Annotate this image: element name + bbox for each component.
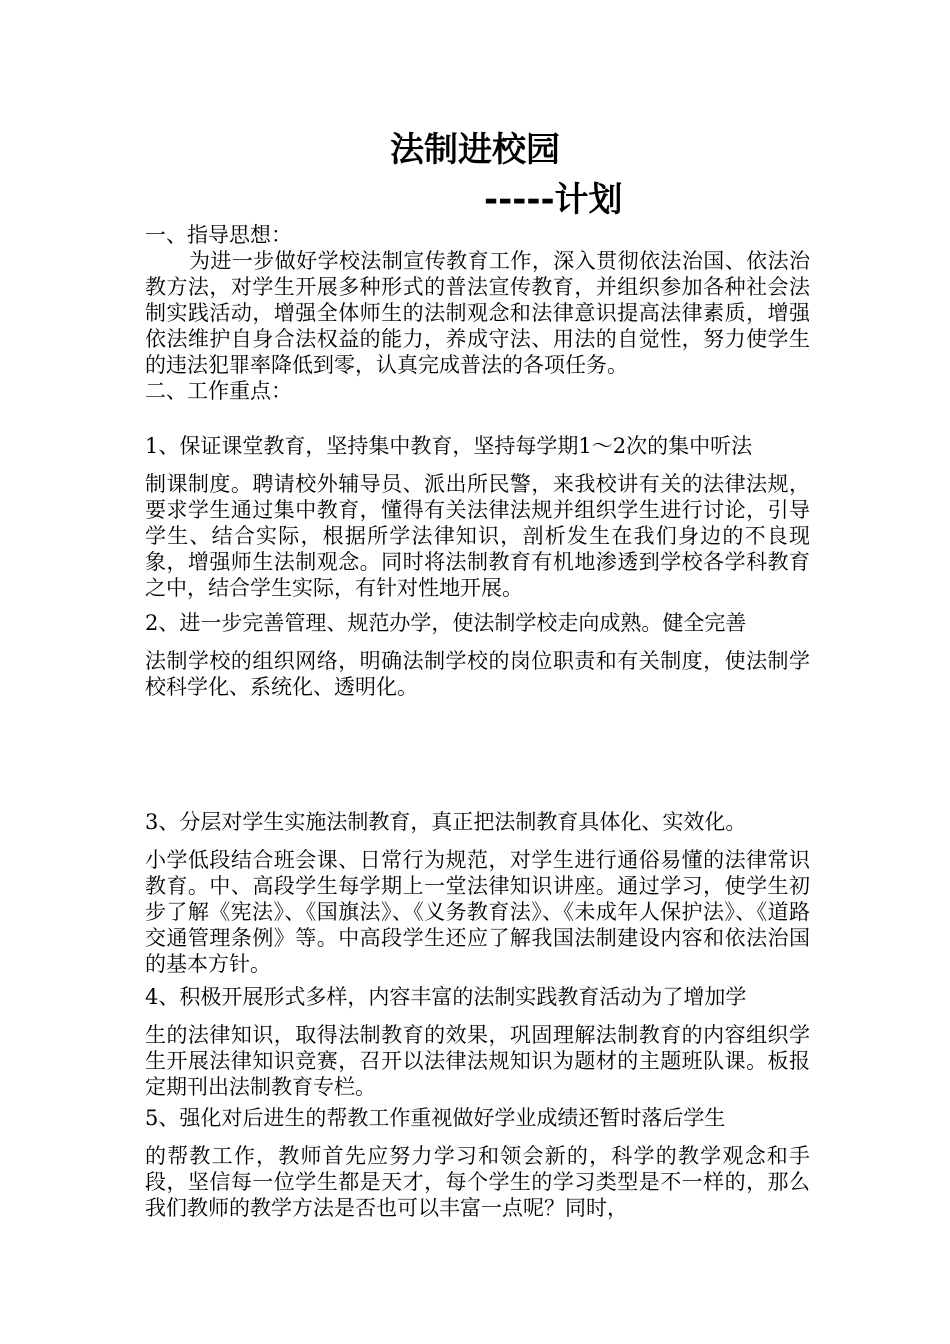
section1-heading: 一、指导思想： <box>145 223 292 247</box>
work-item-first-line: 4、积极开展形式多样，内容丰富的法制实践教育活动为了增加学 <box>145 985 747 1009</box>
section2-heading: 二、工作重点： <box>145 379 292 403</box>
work-item-1 <box>145 433 810 601</box>
document-title: 法制进校园 <box>390 130 560 170</box>
work-item-text: 的帮教工作，教师首先应努力学习和领会新的，科学的教学观念和手段，坚信每一位学生都是天才，每个学生的学习类型是不一样的，那么我们教师的教学方法是否也可以丰富一点呢？同时， <box>145 1144 810 1220</box>
work-item-4 <box>145 984 810 1100</box>
work-item-first-line: 2、进一步完善管理、规范办学，使法制学校走向成熟。健全完善 <box>145 611 747 635</box>
work-item-first-line: 3、分层对学生实施法制教育，真正把法制教育具体化、实效化。 <box>145 810 747 834</box>
work-item-2 <box>145 610 810 700</box>
work-item-3 <box>145 809 810 977</box>
work-item-text: 法制学校的组织网络，明确法制学校的岗位职责和有关制度，使法制学校科学化、系统化、透明化。 <box>145 649 810 699</box>
document-subtitle: -----计划 <box>484 180 623 220</box>
work-item-text: 生的法律知识，取得法制教育的效果，巩固理解法制教育的内容组织学生开展法律知识竞赛，召开以法律法规知识为题材的主题班队课。板报定期刊出法制教育专栏。 <box>145 1023 810 1099</box>
work-item-5 <box>145 1105 810 1221</box>
work-item-first-line: 1、保证课堂教育，坚持集中教育，坚持每学期1～2次的集中听法 <box>145 434 753 458</box>
work-item-first-line: 5、强化对后进生的帮教工作重视做好学业成绩还暂时落后学生 <box>145 1106 726 1130</box>
work-item-text: 小学低段结合班会课、日常行为规范，对学生进行通俗易懂的法律常识教育。中、高段学生每学期上一堂法律知识讲座。通过学习，使学生初步了解《宪法》、《国旗法》、《义务教育法》、《未成年人保护法》、《道路交通管理条例》等。中高段学生还应了解我国法制建设内容和依法治国的基本方针。 <box>145 848 810 976</box>
section1-block <box>145 222 810 404</box>
work-item-text: 制课制度。聘请校外辅导员、派出所民警，来我校讲有关的法律法规，要求学生通过集中教育，懂得有关法律法规并组织学生进行讨论，引导学生、结合实际，根据所学法律知识，剖析发生在我们身边的不良现象，增强师生法制观念。同时将法制教育有机地渗透到学校各学科教育之中，结合学生实际，有针对性地开展。 <box>145 472 810 600</box>
section1-paragraph: 为进一步做好学校法制宣传教育工作，深入贯彻依法治国、依法治教方法，对学生开展多种形式的普法宣传教育，并组织参加各种社会法制实践活动，增强全体师生的法制观念和法律意识提高法律素质，增强依法维护自身合法权益的能力，养成守法、用法的自觉性，努力使学生的违法犯罪率降低到零，认真完成普法的各项任务。 <box>145 249 810 377</box>
